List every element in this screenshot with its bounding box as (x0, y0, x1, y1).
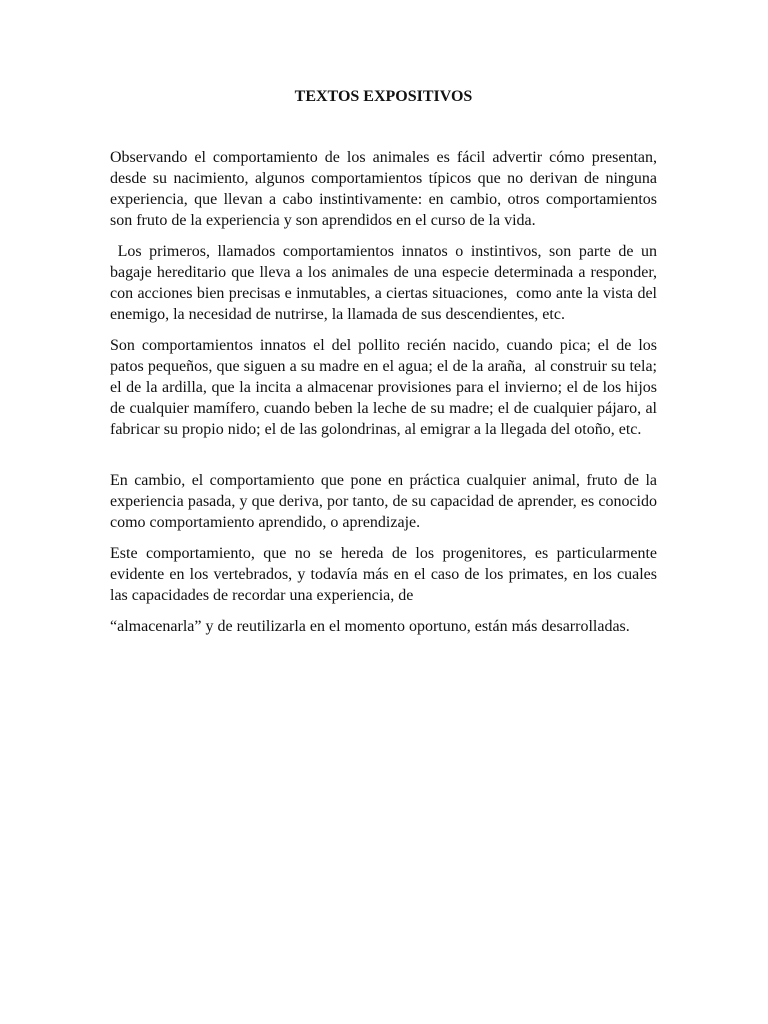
document-page (110, 86, 662, 647)
paragraph-4: En cambio, el comportamiento que pone en práctica cualquier animal, fruto de la experiencia pasada, y que deriva, por tanto, de su capacidad de aprender, es conocido como comportamiento aprendido, o aprendizaje. (110, 472, 661, 531)
paragraph-2: Los primeros, llamados comportamientos innatos o instintivos, son parte de un bagaje hereditario que lleva a los animales de una especie determinada a responder, con acciones bien precisas e inmutables, a ciertas situaciones, como ante la vista del enemigo, la necesidad de nutrirse, la llamada de sus descendientes, etc. (110, 243, 662, 323)
paragraph-6: “almacenarla” y de reutilizarla en el momento oportuno, están más desarrolladas. (110, 618, 630, 635)
paragraph-5: Este comportamiento, que no se hereda de los progenitores, es particularmente evidente en los vertebrados, y todavía más en el caso de los primates, en los cuales las capacidades de recordar una experiencia, de (110, 545, 661, 604)
paragraph-1: Observando el comportamiento de los animales es fácil advertir cómo presentan, desde su nacimiento, algunos comportamientos típicos que no derivan de ninguna experiencia, que llevan a cabo instintivamente: en cambio, otros comportamientos son fruto de la experiencia y son aprendidos en el curso de la vida. (110, 149, 661, 229)
paragraph-3: Son comportamientos innatos el del pollito recién nacido, cuando pica; el de los patos pequeños, que siguen a su madre en el agua; el de la araña, al construir su tela; el de la ardilla, que la incita a almacenar provisiones para el invierno; el de los hijos de cualquier mamífero, cuando beben la leche de su madre; el de cualquier pájaro, al fabricar su propio nido; el de las golondrinas, al emigrar a la llegada del otoño, etc. (110, 337, 661, 438)
document-title: TEXTOS EXPOSITIVOS (294, 88, 473, 105)
